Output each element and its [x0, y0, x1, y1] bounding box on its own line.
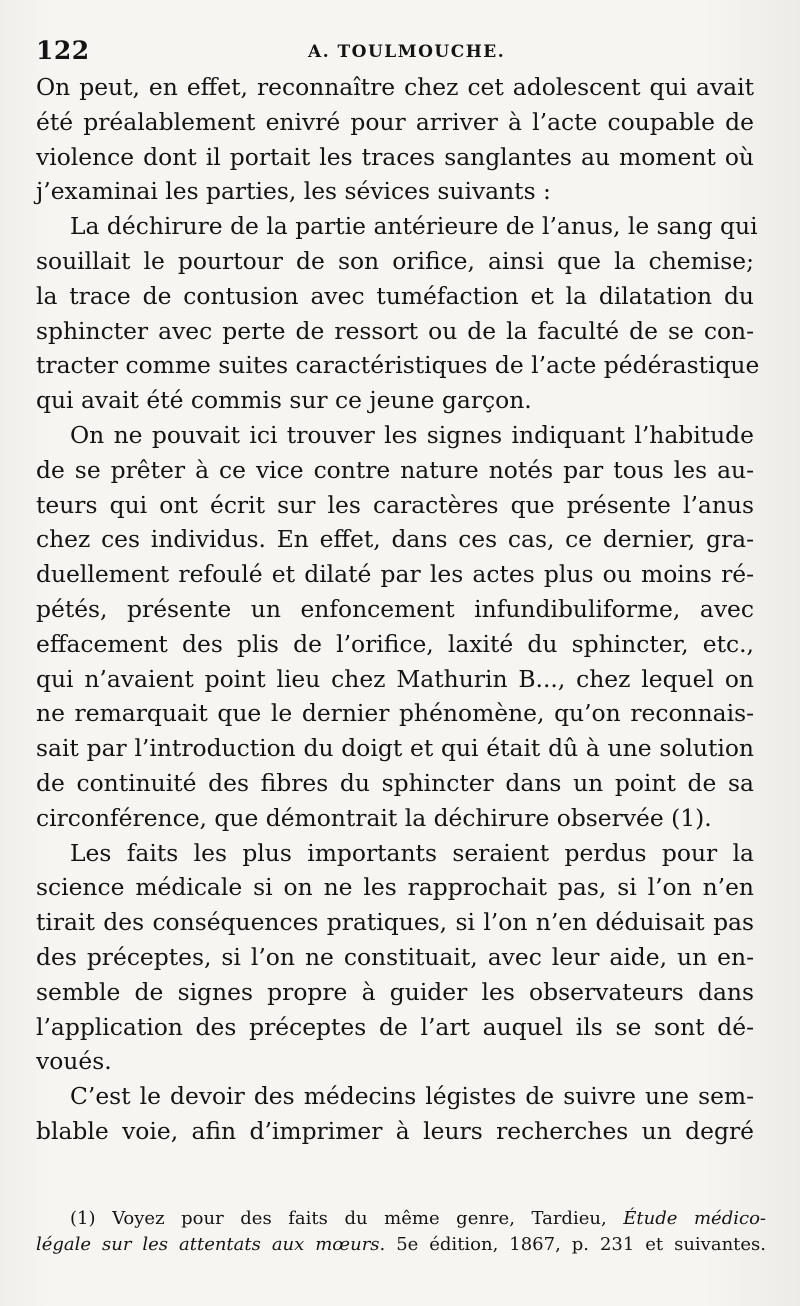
text-line: C’est le devoir des médecins légistes de suivre une sem- — [70, 1082, 754, 1111]
text-line: l’application des préceptes de l’art auquel ils se sont dé- — [36, 1012, 754, 1041]
text-line: science médicale si on ne les rapprochait pas, si l’on n’en — [36, 873, 754, 902]
text-line: tracter comme suites caractéristiques de l’acte pédérastique — [36, 351, 760, 380]
footnote-text: (1) Voyez pour des faits du même genre, Tardieu, — [70, 1208, 624, 1229]
text-line: été préalablement enivré pour arriver à l’acte coupable de — [36, 107, 754, 136]
text-line: la trace de contusion avec tuméfaction et la dilatation du — [36, 281, 754, 310]
footnote-text: 5e édition, 1867, p. 231 et suivantes. — [385, 1234, 767, 1255]
footnote-line — [36, 1206, 766, 1232]
text-line: effacement des plis de l’orifice, laxité du sphincter, etc., — [36, 629, 754, 658]
text-line: Les faits les plus importants seraient perdus pour la — [70, 838, 754, 867]
footnote-title-italic: Étude médico- — [623, 1208, 766, 1229]
text-line: La déchirure de la partie antérieure de l’anus, le sang qui — [70, 212, 758, 241]
text-line: circonférence, que démontrait la déchirure observée (1). — [36, 803, 712, 832]
footnote — [36, 1206, 766, 1258]
text-line: teurs qui ont écrit sur les caractères que présente l’anus — [36, 490, 754, 519]
text-line: sait par l’introduction du doigt et qui était dû à une solution — [36, 734, 754, 763]
text-line: j’examinai les parties, les sévices suivants : — [36, 177, 551, 206]
text-line: chez ces individus. En effet, dans ces cas, ce dernier, gra- — [36, 525, 754, 554]
text-line: tirait des conséquences pratiques, si l’on n’en déduisait pas — [36, 908, 754, 937]
text-line: pétés, présente un enfoncement infundibuliforme, avec — [36, 594, 754, 623]
text-line: souillait le pourtour de son orifice, ainsi que la chemise; — [36, 246, 754, 275]
text-line: de continuité des fibres du sphincter dans un point de sa — [36, 768, 754, 797]
text-line: ne remarquait que le dernier phénomène, qu’on reconnais- — [36, 699, 754, 728]
text-line: violence dont il portait les traces sanglantes au moment où — [36, 142, 754, 171]
body-text — [36, 70, 760, 1149]
text-line: qui n’avaient point lieu chez Mathurin B..., chez lequel on — [36, 664, 754, 693]
footnote-title-italic: légale sur les attentats aux mœurs. — [36, 1234, 386, 1255]
text-line: des préceptes, si l’on ne constituait, avec leur aide, un en- — [36, 942, 754, 971]
footnote-line — [36, 1232, 766, 1258]
text-line: voués. — [36, 1047, 112, 1076]
text-line: blable voie, afin d’imprimer à leurs recherches un degré — [36, 1116, 754, 1145]
text-line: de se prêter à ce vice contre nature notés par tous les au- — [36, 455, 754, 484]
text-line: duellement refoulé et dilaté par les actes plus ou moins ré- — [36, 560, 754, 589]
text-line: sphincter avec perte de ressort ou de la faculté de se con- — [36, 316, 754, 345]
running-head: A. TOULMOUCHE. — [308, 42, 506, 62]
page-number: 122 — [36, 36, 90, 65]
text-line: qui avait été commis sur ce jeune garçon. — [36, 386, 532, 415]
text-line: On ne pouvait ici trouver les signes indiquant l’habitude — [70, 420, 754, 449]
page-header — [36, 36, 776, 66]
text-line: semble de signes propre à guider les observateurs dans — [36, 977, 754, 1006]
text-line: On peut, en effet, reconnaître chez cet adolescent qui avait — [36, 73, 754, 101]
